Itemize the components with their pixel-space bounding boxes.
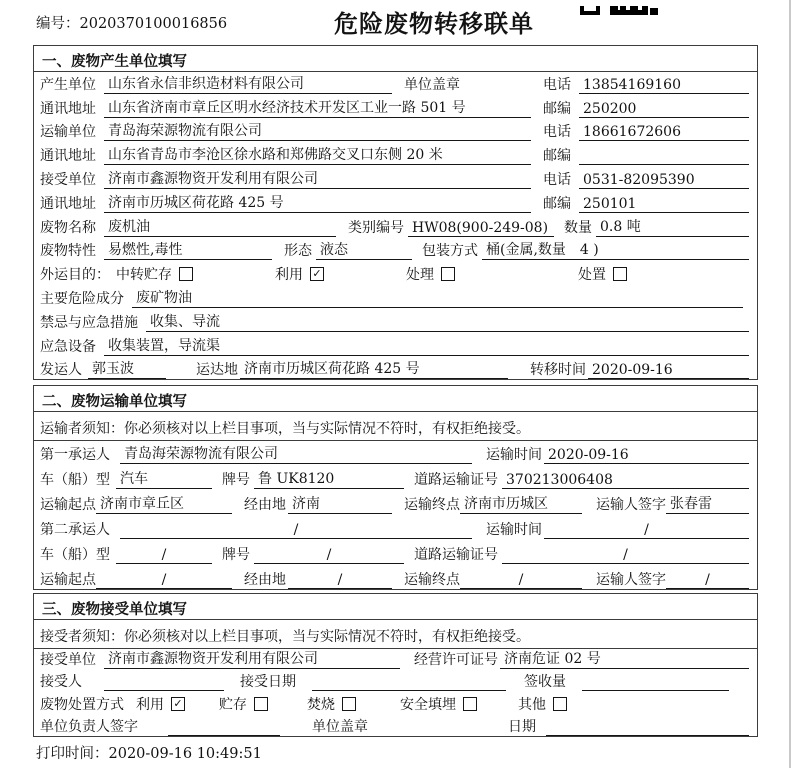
utilize-checkbox: ✓ [310, 267, 324, 281]
transport-time-value: / [544, 522, 749, 539]
via-value: / [288, 572, 392, 589]
transport-time-label: 运输时间 [486, 522, 542, 538]
road-permit-label: 道路运输证号 [414, 547, 498, 563]
producer-address-row [34, 96, 757, 120]
address-value: 济南市历城区荷花路 425 号 [104, 192, 531, 213]
vehicle-row-1 [34, 466, 757, 491]
shipper-row [34, 358, 757, 382]
dispose-checkbox [613, 267, 627, 281]
phone-label: 电话 [543, 171, 571, 188]
carrier-sign-value: / [666, 572, 749, 589]
shipper-value: 郭玉波 [88, 358, 166, 379]
transfer-storage-checkbox [179, 267, 193, 281]
other-checkbox [553, 697, 567, 711]
equipment-label: 应急设备 [40, 338, 96, 355]
second-carrier-row [34, 516, 757, 541]
equipment-value: 收集装置，导流渠 [104, 335, 749, 356]
phone-value: 18661672606 [579, 124, 749, 141]
storage-checkbox [254, 697, 268, 711]
receive-date-label: 接受日期 [240, 674, 296, 691]
plate-label: 牌号 [222, 472, 250, 488]
receiver-address-row [34, 191, 757, 215]
receiving-unit-value: 济南市鑫源物资开发利用有限公司 [104, 648, 400, 669]
option-dispose: 处置 [578, 264, 627, 284]
origin-label: 运输起点 [40, 497, 96, 513]
second-carrier-label: 第二承运人 [40, 522, 110, 538]
address-value: 山东省济南市章丘区明水经济技术开发区工业一路 501 号 [104, 97, 531, 118]
first-carrier-row [34, 441, 757, 466]
serial-label: 编号： [36, 16, 80, 32]
serial-value: 2020370100016856 [79, 16, 228, 32]
first-carrier-label: 第一承运人 [40, 447, 110, 463]
via-label: 经由地 [244, 572, 286, 588]
treat-checkbox [441, 267, 455, 281]
carrier-sign-label: 运输人签字 [596, 497, 666, 513]
landfill-checkbox [463, 697, 477, 711]
option-transfer-storage: 中转贮存 [116, 264, 193, 284]
quantity-value: 0.8 吨 [596, 216, 749, 237]
page-title: 危险废物转移联单 [334, 9, 534, 38]
utilize-checkbox: ✓ [171, 697, 185, 711]
receiver-label: 接受单位 [40, 171, 96, 188]
producer-value: 山东省永信非织造材料有限公司 [104, 73, 392, 94]
option-other: 其他 [518, 694, 567, 714]
address-label: 通讯地址 [40, 100, 96, 117]
via-label: 经由地 [244, 497, 286, 513]
packing-value: 桶(金属,数量 4 ) [482, 239, 749, 260]
endpoint-value: / [460, 572, 582, 589]
phone-label: 电话 [543, 76, 571, 93]
section-producer-title: 一、废物产生单位填写 [34, 46, 757, 72]
transporter-address-row [34, 143, 757, 167]
address-label: 通讯地址 [40, 148, 96, 165]
route-row-2 [34, 566, 757, 591]
disposal-label: 废物处置方式 [40, 696, 124, 713]
section-producer [33, 45, 758, 380]
option-incinerate: 焚烧 [307, 694, 356, 714]
waste-name-value: 废机油 [104, 216, 336, 237]
emergency-equipment-row [34, 334, 757, 358]
shipper-label: 发运人 [40, 362, 82, 379]
transporter-row [34, 120, 757, 144]
address-value: 山东省青岛市李沧区徐水路和郑佛路交叉口东侧 20 米 [104, 144, 531, 165]
producer-label: 产生单位 [40, 76, 96, 93]
carrier-sign-value: 张春雷 [666, 493, 749, 514]
transport-notice: 运输者须知：你必须核对以上栏目事项，当与实际情况不符时，有权拒绝接受。 [34, 412, 757, 441]
section-receiver-title: 三、废物接受单位填写 [34, 594, 757, 620]
receiver-person-label: 接受人 [40, 674, 82, 691]
license-label: 经营许可证号 [414, 652, 498, 669]
phone-value: 13854169160 [579, 77, 749, 94]
zip-label: 邮编 [543, 195, 571, 212]
serial-number [36, 12, 227, 33]
leader-sign-label: 单位负责人签字 [40, 718, 138, 735]
date-label: 日期 [508, 718, 536, 735]
receiving-person-row [34, 671, 757, 693]
receiving-unit-row [34, 649, 757, 671]
category-label: 类别编号 [348, 219, 404, 236]
road-permit-value: 370213006408 [502, 472, 749, 489]
option-utilize: 利用 ✓ [275, 264, 324, 284]
plate-label: 牌号 [222, 547, 250, 563]
origin-value: 济南市章丘区 [96, 493, 232, 514]
route-row-1 [34, 491, 757, 516]
origin-value: / [96, 572, 232, 589]
zip-value: 250101 [579, 196, 749, 213]
zip-value [579, 148, 749, 165]
destination-value: 济南市历城区荷花路 425 号 [240, 358, 508, 379]
vehicle-row-2 [34, 541, 757, 566]
vehicle-type-label: 车（船）型 [40, 547, 110, 563]
form-value: 液态 [316, 239, 412, 260]
zip-label: 邮编 [543, 100, 571, 117]
via-value: 济南 [288, 493, 392, 514]
leader-sign-value [168, 719, 280, 736]
zip-label: 邮编 [543, 148, 571, 165]
taboo-measures-row [34, 310, 757, 334]
purpose-label: 外运目的： [40, 267, 110, 284]
receive-date-value [312, 674, 506, 691]
print-time-value: 2020-09-16 10:49:51 [108, 746, 262, 762]
receiver-value: 济南市鑫源物资开发利用有限公司 [104, 168, 531, 189]
phone-label: 电话 [543, 124, 571, 141]
zip-value: 250200 [579, 101, 749, 118]
option-storage: 贮存 [219, 694, 268, 714]
option-treat: 处理 [406, 264, 455, 284]
quantity-label: 数量 [564, 219, 592, 236]
hazard-value: 废矿物油 [132, 287, 743, 308]
character-value: 易燃性,毒性 [104, 239, 272, 260]
transporter-label: 运输单位 [40, 124, 96, 141]
receiver-person-value [104, 674, 224, 691]
section-transport [33, 385, 758, 590]
receiving-unit-label: 接受单位 [40, 652, 96, 669]
transfer-time-value: 2020-09-16 [588, 362, 749, 379]
receiver-notice: 接受者须知：你必须核对以上栏目事项，当与实际情况不符时，有权拒绝接受。 [34, 620, 757, 649]
purpose-row [34, 262, 757, 286]
category-value: HW08(900-249-08) [408, 220, 554, 237]
waste-name-label: 废物名称 [40, 219, 96, 236]
character-label: 废物特性 [40, 243, 96, 260]
section-transport-title: 二、废物运输单位填写 [34, 386, 757, 412]
incinerate-checkbox [342, 697, 356, 711]
transfer-time-label: 转移时间 [530, 362, 586, 379]
disposal-method-row [34, 693, 757, 715]
unit-seal-label: 单位盖章 [312, 718, 368, 735]
form-label: 形态 [284, 243, 312, 260]
origin-label: 运输起点 [40, 572, 96, 588]
print-time [36, 742, 262, 763]
plate-value: 鲁 UK8120 [254, 468, 404, 489]
taboo-label: 禁忌与应急措施 [40, 314, 138, 331]
page-right-edge [789, 0, 791, 768]
waste-character-row [34, 239, 757, 263]
qr-code-fragment-icon [580, 0, 660, 19]
leader-signature-row [34, 716, 757, 738]
waste-name-row [34, 215, 757, 239]
endpoint-label: 运输终点 [404, 572, 460, 588]
option-utilize: 利用 ✓ [136, 694, 185, 714]
date-value [546, 719, 749, 736]
signed-amount-label: 签收量 [524, 674, 566, 691]
endpoint-label: 运输终点 [404, 497, 460, 513]
transport-time-label: 运输时间 [486, 447, 542, 463]
taboo-value: 收集、导流 [146, 311, 749, 332]
vehicle-type-label: 车（船）型 [40, 472, 110, 488]
hazard-component-row [34, 286, 757, 310]
destination-label: 运达地 [196, 362, 238, 379]
endpoint-value: 济南市历城区 [460, 493, 582, 514]
phone-value: 0531-82095390 [579, 172, 749, 189]
transporter-value: 青岛海荣源物流有限公司 [104, 120, 531, 141]
road-permit-label: 道路运输证号 [414, 472, 498, 488]
receiver-row [34, 167, 757, 191]
section-receiver [33, 593, 758, 737]
vehicle-type-value: / [116, 547, 212, 564]
packing-label: 包装方式 [422, 243, 478, 260]
print-time-label: 打印时间： [36, 746, 109, 762]
option-landfill: 安全填埋 [400, 694, 477, 714]
carrier-sign-label: 运输人签字 [596, 572, 666, 588]
producer-row [34, 72, 757, 96]
license-value: 济南危证 02 号 [500, 648, 749, 669]
plate-value: / [254, 547, 404, 564]
hazard-label: 主要危险成分 [40, 290, 124, 307]
address-label: 通讯地址 [40, 195, 96, 212]
vehicle-type-value: 汽车 [116, 468, 212, 489]
first-carrier-value: 青岛海荣源物流有限公司 [120, 443, 472, 464]
signed-amount-value [582, 674, 729, 691]
seal-label: 单位盖章 [404, 76, 460, 93]
second-carrier-value: / [120, 522, 472, 539]
transport-time-value: 2020-09-16 [544, 447, 749, 464]
road-permit-value: / [502, 547, 749, 564]
